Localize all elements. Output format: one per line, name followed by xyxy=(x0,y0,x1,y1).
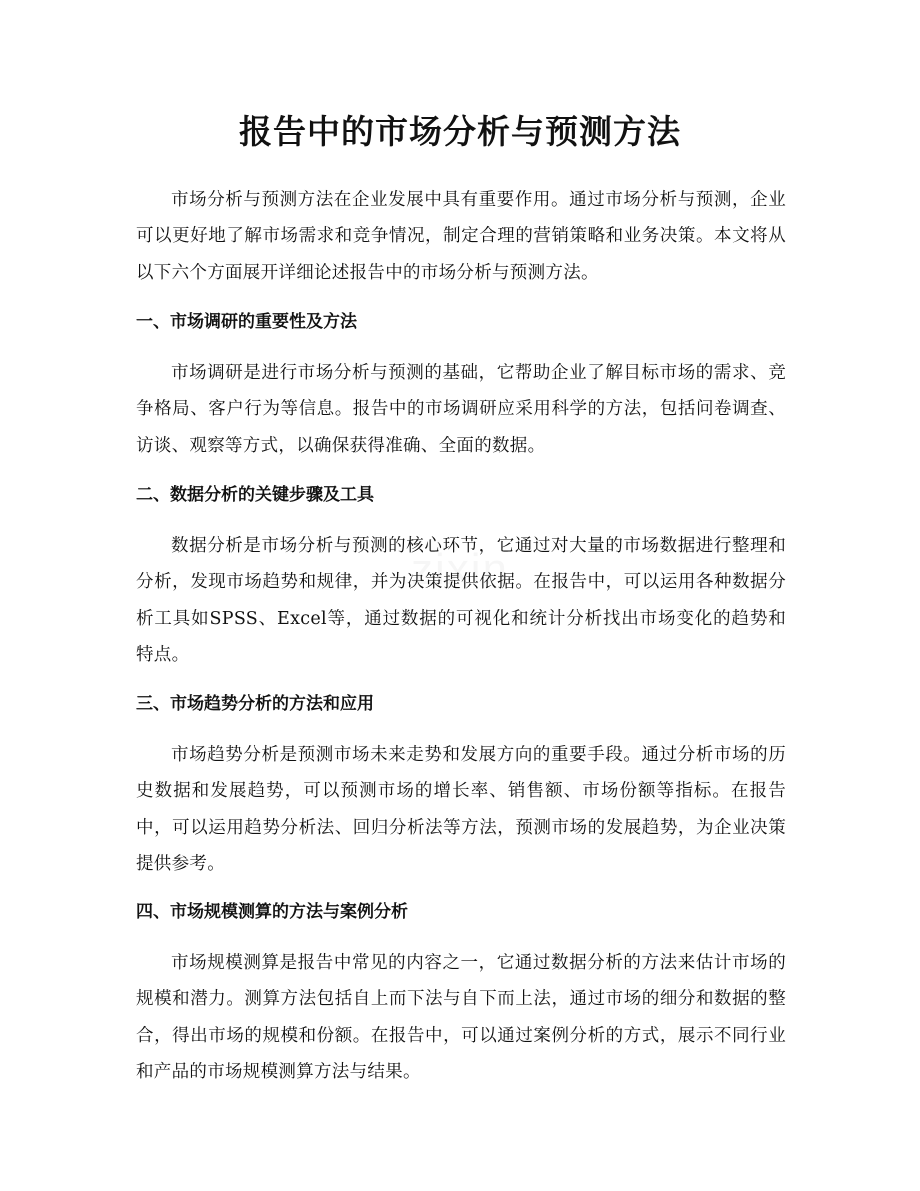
section-1-paragraph: 市场调研是进行市场分析与预测的基础，它帮助企业了解目标市场的需求、竞争格局、客户行为等信息。报告中的市场调研应采用科学的方法，包括问卷调查、访谈、观察等方式，以确保获得准确、全面的数据。 xyxy=(136,363,786,456)
section-4-heading: 四、市场规模测算的方法与案例分析 xyxy=(136,902,408,922)
page-title: 报告中的市场分析与预测方法 xyxy=(239,112,681,151)
section-4-paragraph: 市场规模测算是报告中常见的内容之一，它通过数据分析的方法来估计市场的规模和潜力。测算方法包括自上而下法与自下而上法，通过市场的细分和数据的整合，得出市场的规模和份额。在报告中，可以通过案例分析的方式，展示不同行业和产品的市场规模测算方法与结果。 xyxy=(136,953,786,1082)
section-2-heading: 二、数据分析的关键步骤及工具 xyxy=(136,485,374,505)
section-1-heading: 一、市场调研的重要性及方法 xyxy=(136,312,357,332)
section-2-paragraph: 数据分析是市场分析与预测的核心环节，它通过对大量的市场数据进行整理和分析，发现市场趋势和规律，并为决策提供依据。在报告中，可以运用各种数据分析工具如SPSS、Excel等，通过数据的可视化和统计分析找出市场变化的趋势和特点。 xyxy=(136,536,786,665)
section-3-heading: 三、市场趋势分析的方法和应用 xyxy=(136,694,374,714)
intro-paragraph: 市场分析与预测方法在企业发展中具有重要作用。通过市场分析与预测，企业可以更好地了解市场需求和竞争情况，制定合理的营销策略和业务决策。本文将从以下六个方面展开详细论述报告中的市场分析与预测方法。 xyxy=(136,190,786,283)
section-3-paragraph: 市场趋势分析是预测市场未来走势和发展方向的重要手段。通过分析市场的历史数据和发展趋势，可以预测市场的增长率、销售额、市场份额等指标。在报告中，可以运用趋势分析法、回归分析法等方法，预测市场的发展趋势，为企业决策提供参考。 xyxy=(136,745,786,874)
